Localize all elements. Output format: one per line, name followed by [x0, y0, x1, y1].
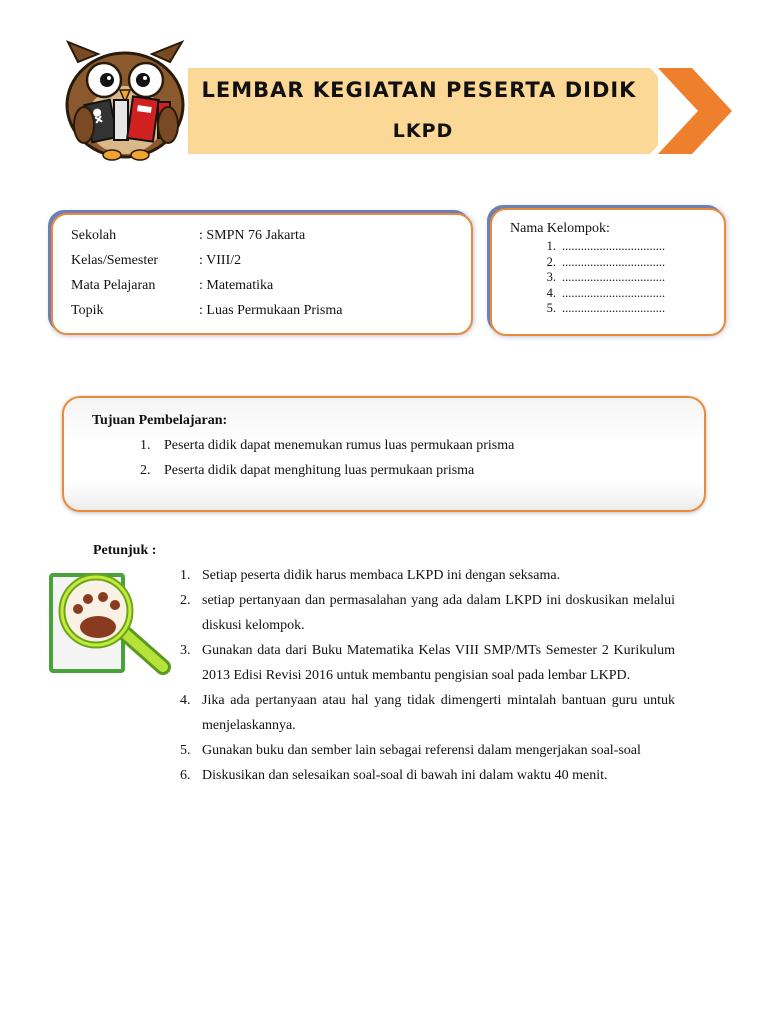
- instruction-text: Jika ada pertanyaan atau hal yang tidak dimengerti mintalah bantuan guru untuk menjelaskannya.: [202, 693, 675, 733]
- group-member-row: [532, 286, 665, 302]
- page-subtitle: LKPD: [392, 120, 454, 142]
- member-number: 1.: [546, 239, 556, 253]
- page-title: LEMBAR KEGIATAN PESERTA DIDIK: [201, 78, 637, 102]
- instruction-text: setiap pertanyaan dan permasalahan yang ada dalam LKPD ini doskusikan melalui diskusi kelompok.: [202, 593, 675, 633]
- objective-number: 1.: [140, 438, 151, 453]
- info-value: : Matematika: [199, 278, 274, 293]
- info-row-mapel: [71, 278, 273, 294]
- info-value: : SMPN 76 Jakarta: [199, 228, 306, 243]
- group-member-row: [532, 239, 665, 255]
- info-row-sekolah: [71, 228, 305, 244]
- instruction-text: Gunakan buku dan sember lain sebagai referensi dalam mengerjakan soal-soal: [202, 743, 641, 758]
- chevron-arrow-icon: [650, 68, 734, 156]
- info-row-kelas: [71, 253, 241, 269]
- group-member-list: [532, 239, 665, 317]
- info-value: : VIII/2: [199, 253, 242, 268]
- group-title: Nama Kelompok:: [510, 221, 610, 236]
- identity-box: [51, 213, 473, 335]
- member-name-blank[interactable]: .................................: [562, 301, 666, 315]
- group-member-row: [532, 255, 665, 271]
- owl-mascot-icon: [60, 40, 190, 165]
- instruction-item: [180, 738, 675, 763]
- instructions-title: Petunjuk :: [93, 543, 157, 558]
- objectives-title: Tujuan Pembelajaran:: [92, 413, 228, 428]
- instruction-item: [180, 563, 675, 588]
- member-number: 2.: [546, 254, 556, 269]
- objective-item: [140, 438, 514, 454]
- info-label: Kelas/Semester: [71, 253, 159, 268]
- instruction-text: Setiap peserta didik harus membaca LKPD ini dengan seksama.: [202, 568, 561, 583]
- info-label: Topik: [71, 303, 104, 318]
- info-label: Sekolah: [71, 228, 117, 243]
- objective-text: Peserta didik dapat menghitung luas permukaan prisma: [164, 463, 475, 478]
- member-number: 3.: [546, 270, 556, 284]
- instruction-item: [180, 638, 675, 688]
- instruction-text: Diskusikan dan selesaikan soal-soal di bawah ini dalam waktu 40 menit.: [202, 768, 608, 783]
- magnifier-icon: [48, 567, 174, 679]
- member-name-blank[interactable]: .................................: [562, 285, 666, 300]
- member-name-blank[interactable]: .................................: [562, 270, 666, 284]
- instruction-item: [180, 763, 675, 788]
- member-name-blank[interactable]: .................................: [562, 239, 666, 253]
- instruction-number: 4.: [180, 693, 191, 708]
- group-member-row: [532, 270, 665, 286]
- instruction-item: [180, 688, 675, 738]
- instruction-number: 5.: [180, 743, 191, 758]
- objective-number: 2.: [140, 463, 151, 478]
- objective-item: [140, 463, 474, 479]
- instruction-list: [180, 563, 675, 788]
- instruction-number: 3.: [180, 643, 191, 658]
- info-row-topik: [71, 303, 342, 319]
- instruction-number: 1.: [180, 568, 191, 583]
- header-banner: [188, 68, 658, 154]
- learning-objectives-box: [62, 396, 706, 512]
- info-label: Mata Pelajaran: [71, 278, 156, 293]
- instruction-number: 6.: [180, 768, 191, 783]
- group-member-row: [532, 301, 665, 317]
- instruction-item: [180, 588, 675, 638]
- group-members-box: [490, 208, 726, 336]
- member-name-blank[interactable]: .................................: [562, 254, 666, 269]
- member-number: 4.: [546, 285, 556, 300]
- instruction-number: 2.: [180, 593, 191, 608]
- info-value: : Luas Permukaan Prisma: [199, 303, 343, 318]
- instruction-text: Gunakan data dari Buku Matematika Kelas VIII SMP/MTs Semester 2 Kurikulum 2013 Edisi Revisi 2016 untuk membantu pengisian soal pada lembar LKPD.: [202, 643, 675, 683]
- objective-text: Peserta didik dapat menemukan rumus luas permukaan prisma: [164, 438, 515, 453]
- member-number: 5.: [546, 301, 556, 315]
